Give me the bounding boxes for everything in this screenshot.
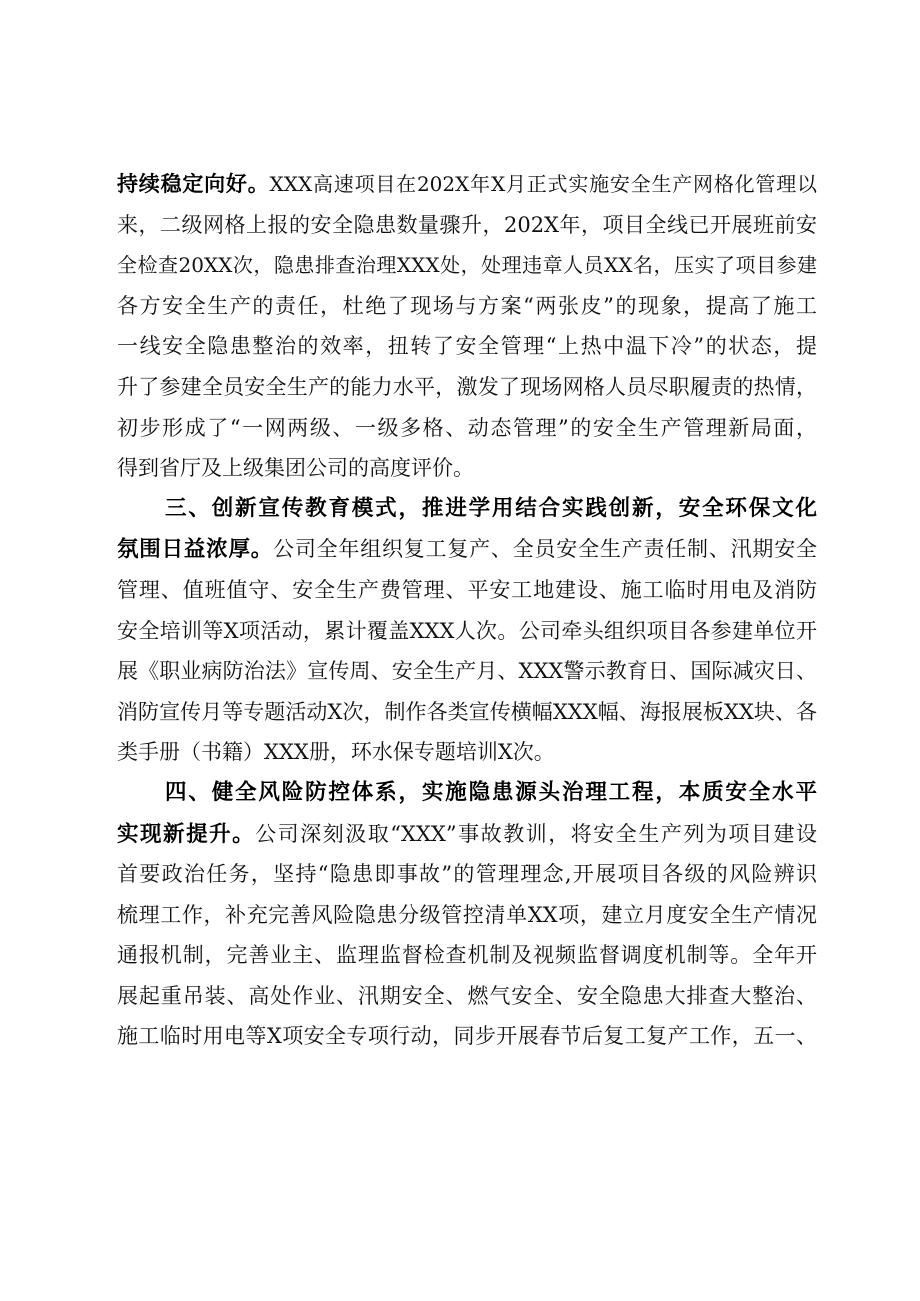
paragraph-2-text: 公司全年组织复工复产、全员安全生产责任制、汛期安全 <box>273 537 817 562</box>
paragraph-2-line-5: 展《职业病防治法》宣传周、安全生产月、XXX警示教育日、国际减灾日、 <box>117 659 817 684</box>
paragraph-3-line-7: 施工临时用电等X项安全专项行动，同步开展春节后复工复产工作，五一、 <box>117 1024 817 1049</box>
paragraph-1-line-7: 初步形成了“一网两级、一级多格、动态管理”的安全生产管理新局面， <box>117 415 817 440</box>
paragraph-3-line-6: 展起重吊装、高处作业、汛期安全、燃气安全、安全隐患大排查大整治、 <box>117 983 817 1008</box>
paragraph-2-line-4: 安全培训等X项活动，累计覆盖XXX人次。公司牵头组织项目各参建单位开 <box>117 618 817 643</box>
section-3-heading: 三、创新宣传教育模式，推进学用结合实践创新，安全环保文化 <box>165 495 817 521</box>
paragraph-1-bold-lead: 持续稳定向好。 <box>117 172 270 196</box>
document-body <box>117 164 817 1057</box>
paragraph-3-line-3: 首要政治任务，坚持“隐患即事故”的管理理念,开展项目各级的风险辨识 <box>117 862 817 887</box>
paragraph-1-text: XXX高速项目在202X年X月正式实施安全生产网格化管理以 <box>269 172 817 196</box>
paragraph-2-line-7: 类手册（书籍）XXX册，环水保专题培训X次。 <box>117 740 555 765</box>
section-4-heading-end: 实现新提升。 <box>117 821 256 847</box>
paragraph-1-line-6: 升了参建全员安全生产的能力水平，激发了现场网格人员尽职履责的热情， <box>117 374 817 399</box>
section-4-heading: 四、健全风险防控体系，实施隐患源头治理工程，本质安全水平 <box>165 779 817 805</box>
paragraph-1-line-5: 一线安全隐患整治的效率，扭转了安全管理“上热中温下冷”的状态，提 <box>117 334 817 359</box>
paragraph-2-line-2 <box>117 529 817 570</box>
paragraph-3-text: 公司深刻汲取“XXX”事故教训，将安全生产列为项目建设 <box>255 821 817 846</box>
paragraph-3-line-5: 通报机制，完善业主、监理监督检查机制及视频监督调度机制等。全年开 <box>117 943 817 968</box>
paragraph-1-line-2: 来，二级网格上报的安全隐患数量骤升，202X年，项目全线已开展班前安 <box>117 212 817 237</box>
paragraph-2-line-3: 管理、值班值守、安全生产费管理、平安工地建设、施工临时用电及消防 <box>117 577 817 602</box>
section-3-heading-end: 氛围日益浓厚。 <box>117 537 274 563</box>
paragraph-1-line-3: 全检查20XX次，隐患排查治理XXX处，处理违章人员XX名，压实了项目参建 <box>117 253 817 278</box>
paragraph-3-line-2 <box>117 814 817 855</box>
paragraph-1-line-4: 各方安全生产的责任，杜绝了现场与方案“两张皮”的现象，提高了施工 <box>117 293 817 318</box>
paragraph-3-line-4: 梳理工作，补充完善风险隐患分级管控清单XX项，建立月度安全生产情况 <box>117 902 817 927</box>
paragraph-1-line-1 <box>117 164 817 205</box>
paragraph-1-line-8: 得到省厅及上级集团公司的高度评价。 <box>117 456 474 481</box>
paragraph-2-line-6: 消防宣传月等专题活动X次，制作各类宣传横幅XXX幅、海报展板XX块、各 <box>117 699 817 724</box>
